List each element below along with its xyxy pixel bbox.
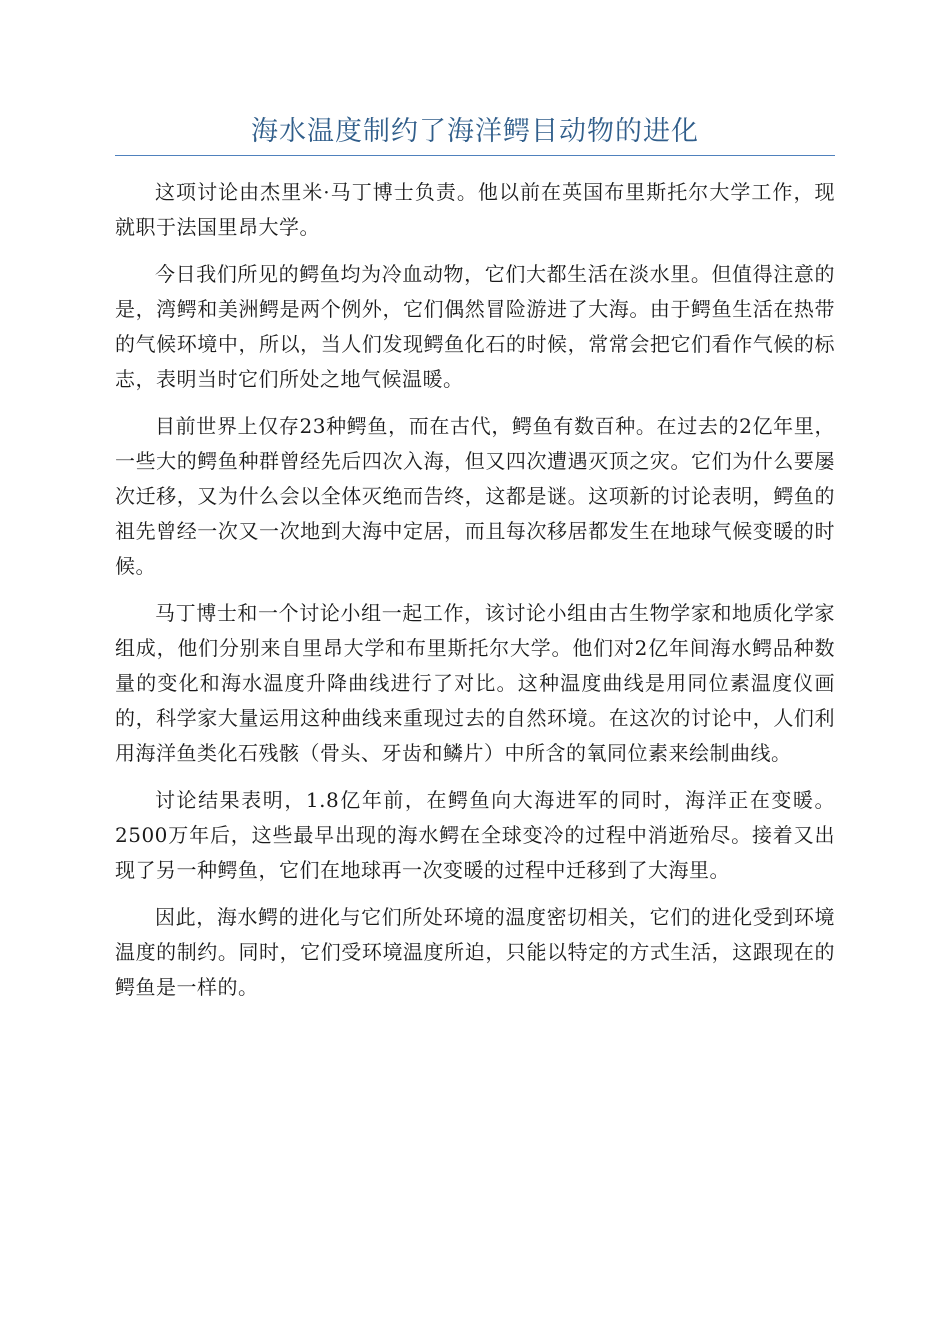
paragraph: 讨论结果表明，1.8亿年前，在鳄鱼向大海进军的同时，海洋正在变暖。2500万年后，这些最早出现的海水鳄在全球变冷的过程中消逝殆尽。接着又出现了另一种鳄鱼，它们在地球再一次变暖的过程中迁移到了大海里。 (115, 788, 835, 882)
paragraph: 目前世界上仅存23种鳄鱼，而在古代，鳄鱼有数百种。在过去的2亿年里，一些大的鳄鱼种群曾经先后四次入海，但又四次遭遇灭顶之灾。它们为什么要屡次迁移，又为什么会以全体灭绝而告终，这都是谜。这项新的讨论表明，鳄鱼的祖先曾经一次又一次地到大海中定居，而且每次移居都发生在地球气候变暖的时候。 (115, 414, 835, 578)
title-underline (115, 155, 835, 156)
paragraph: 今日我们所见的鳄鱼均为冷血动物，它们大都生活在淡水里。但值得注意的是，湾鳄和美洲鳄是两个例外，它们偶然冒险游进了大海。由于鳄鱼生活在热带的气候环境中，所以，当人们发现鳄鱼化石的时候，常常会把它们看作气候的标志，表明当时它们所处之地气候温暖。 (115, 262, 835, 391)
page-title: 海水温度制约了海洋鳄目动物的进化 (251, 116, 699, 147)
paragraph: 这项讨论由杰里米·马丁博士负责。他以前在英国布里斯托尔大学工作，现就职于法国里昂大学。 (115, 180, 835, 239)
paragraph: 马丁博士和一个讨论小组一起工作，该讨论小组由古生物学家和地质化学家组成，他们分别来自里昂大学和布里斯托尔大学。他们对2亿年间海水鳄品种数量的变化和海水温度升降曲线进行了对比。这种温度曲线是用同位素温度仪画的，科学家大量运用这种曲线来重现过去的自然环境。在这次的讨论中，人们利用海洋鱼类化石残骸（骨头、牙齿和鳞片）中所含的氧同位素来绘制曲线。 (115, 601, 835, 765)
paragraph: 因此，海水鳄的进化与它们所处环境的温度密切相关，它们的进化受到环境温度的制约。同时，它们受环境温度所迫，只能以特定的方式生活，这跟现在的鳄鱼是一样的。 (115, 905, 835, 999)
article-body (115, 175, 835, 1017)
